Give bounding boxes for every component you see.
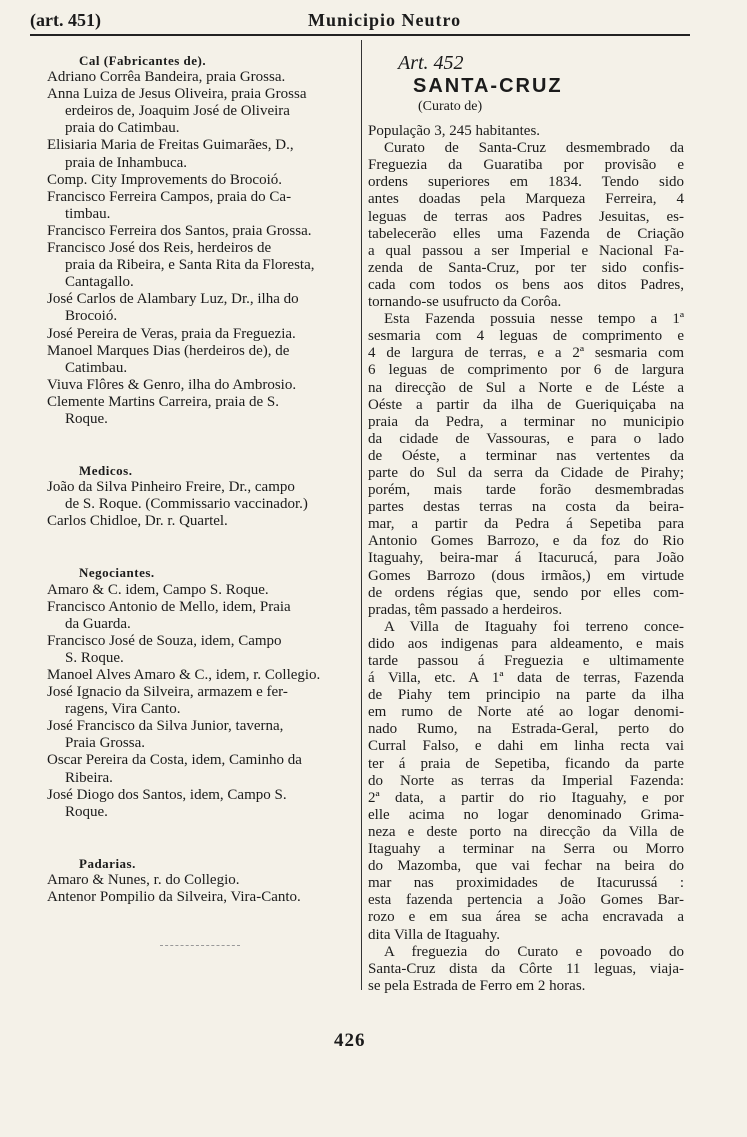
directory-line: José Francisco da Silva Junior, taverna, [47,718,284,735]
directory-line: José Diogo dos Santos, idem, Campo S. [47,786,287,803]
spacer [47,428,360,445]
section-heading: Cal (Fabricantes de). [79,53,207,68]
directory-line: Adriano Corrêa Bandeira, praia Grossa. [47,69,286,86]
body-line: cada com todos os bens aos ditos Padres, [368,276,684,293]
body-line: elle acima no logar denominado Grima- [368,806,684,823]
directory-line: Anna Luiza de Jesus Oliveira, praia Grossa [47,86,307,103]
directory-line: Carlos Chidloe, Dr. r. Quartel. [47,513,228,530]
body-line: Freguezia da Guaratiba por provisão e [368,157,684,174]
body-line: A Villa de Itaguahy foi terreno conce- [384,618,684,635]
body-line: ter á praia de Sepetiba, ficando da parte [368,755,684,772]
column-divider [361,40,362,990]
directory-line: Amaro & Nunes, r. do Collegio. [47,871,240,888]
body-line: Antonio Gomes Barrozo, e da foz do Rio [368,533,684,550]
article-body [368,123,684,995]
body-line: sesmaria com 4 leguas de comprimento e [368,328,684,345]
directory-line: ragens, Vira Canto. [65,701,181,718]
section-heading: Negociantes. [79,565,155,581]
body-line: Curato de Santa-Cruz desmembrado da [384,140,684,157]
body-line: Esta Fazenda possuia nesse tempo a 1ª [384,311,684,328]
page-number: 426 [334,1030,366,1051]
body-line: a qual passou a ser Imperial e Nacional Fa- [368,242,684,259]
directory-line: Francisco José de Souza, idem, Campo [47,632,282,649]
body-line: dita Villa de Itaguahy. [368,926,500,943]
directory-line: praia de Inhambuca. [65,154,188,171]
directory-line: José Pereira de Veras, praia da Freguezia. [47,325,296,342]
directory-line: José Carlos de Alambary Luz, Dr., ilha do [47,291,299,308]
body-line: A freguezia do Curato e povoado do [384,943,684,960]
directory-line: Francisco Ferreira Campos, praia do Ca- [47,188,292,205]
right-column [368,52,684,995]
body-line: 6 leguas de comprimento por 6 de largura [368,362,684,379]
directory-line: Oscar Pereira da Costa, idem, Caminho da [47,752,302,769]
directory-line: Roque. [65,803,108,820]
directory-line: Francisco Antonio de Mello, idem, Praia [47,598,291,615]
directory-line: João da Silva Pinheiro Freire, Dr., campo [47,479,295,496]
directory-line: de S. Roque. (Commissario vaccinador.) [65,496,308,513]
body-line: pradas, têm passado a herdeiros. [368,601,563,618]
directory-line: Francisco José dos Reis, herdeiros de [47,240,272,257]
spacer [47,530,360,547]
directory-line: Cantagallo. [65,274,134,291]
body-line: dido aos indigenas para aldeamento, e mais [368,635,684,652]
body-line: partes destas terras na costa da beira- [368,499,684,516]
body-line: tornando-se usufructo da Corôa. [368,294,562,311]
body-line: á Villa, etc. A 1ª data de terras, Fazenda [368,670,684,687]
running-title: Municipio Neutro [308,10,462,30]
spacer [47,547,360,564]
directory-line: timbau. [65,205,111,222]
directory-line: Manoel Alves Amaro & C., idem, r. Collegio. [47,667,321,683]
directory-line: Manoel Marques Dias (herdeiros de), de [47,342,290,359]
body-line: da cidade de Vassouras, e para o lado [368,430,684,447]
directory-line: Elisiaria Maria de Freitas Guimarães, D., [47,137,294,154]
body-line: tarde passou á Freguezia e ultimamente [368,653,684,669]
body-line: esta fazenda pertencia a João Gomes Bar- [368,892,684,909]
section-heading: Padarias. [79,855,136,871]
body-line: ordens superiores em 1834. Tendo sido [368,174,684,191]
directory-line: Clemente Martins Carreira, praia de S. [47,393,280,410]
body-line: em rumo de Norte até ao logar denomi- [368,704,684,721]
article-number: Art. 452 [398,52,464,74]
directory-line: Francisco Ferreira dos Santos, praia Grossa. [47,222,312,239]
spacer [47,838,360,855]
directory-line: da Guarda. [65,615,131,632]
body-line: nado Rumo, na Estrada-Geral, perto do [368,721,684,738]
body-line: Oéste a partir da ilha de Gueriquiçaba na [368,396,684,413]
body-line: do Mazomba, que vai fechar na beira do [368,858,684,875]
header-rule [30,34,690,36]
body-line: antes doadas pela Marqueza Ferreira, 4 [368,191,684,208]
directory-line: Amaro & C. idem, Campo S. Roque. [47,581,269,598]
directory-line: José Ignacio da Silveira, armazem e fer- [47,684,288,701]
body-line: de Piahy tem principio na parte da ilha [368,687,684,704]
body-line: Gomes Barrozo (dous irmãos,) em virtude [368,567,684,584]
article-ref: (art. 451) [30,10,101,30]
left-column [47,52,360,906]
body-line: do Norte as terras da Imperial Fazenda: [368,772,684,789]
body-line: Santa-Cruz dista da Côrte 11 leguas, viaja- [368,960,684,977]
directory-line: Brocoió. [65,308,118,325]
directory-line: praia da Ribeira, e Santa Rita da Floresta, [65,257,315,274]
directory-line: Praia Grossa. [65,735,145,752]
body-line: Itaguahy a terminar na Serra ou Morro [368,841,684,858]
directory-line: S. Roque. [65,649,124,666]
body-line: mar nas proximidades de Itacurussá : [368,875,684,892]
directory-line: Viuva Flôres & Genro, ilha do Ambrosio. [47,376,297,393]
separator [160,945,240,946]
body-line: na direcção de Sul a Norte e de Léste a [368,379,684,396]
spacer [47,445,360,462]
directory-line: Comp. City Improvements do Brocoió. [47,171,282,188]
body-line: de Oéste, a terminar nas vertentes da [368,447,684,464]
directory-line: praia do Catimbau. [65,120,180,137]
body-line: 4 de largura de terras, e a 2ª sesmaria com [368,345,684,362]
body-line: leguas de terras aos Padres Jesuitas, es- [368,208,684,225]
spacer [47,821,360,838]
section-heading: Medicos. [79,463,133,479]
body-line: se pela Estrada de Ferro em 2 horas. [368,977,586,994]
directory-line: erdeiros de, Joaquim José de Oliveira [65,103,290,120]
body-line: rozo e em sua área se acha encravada a [368,909,684,926]
body-line: tabelecerão elles uma Fazenda de Criação [368,225,684,242]
body-line: zenda de Santa-Cruz, por ter sido confis- [368,259,684,276]
body-line: Curral Falso, e dahi em linha recta vai [368,738,684,755]
page-header [30,8,690,34]
body-line: Itaguahy, beira-mar á Itacurucá, para João [368,550,684,567]
article-subtitle: (Curato de) [418,99,483,114]
body-line: porém, mais tarde forão desmembradas [368,482,684,499]
article-title: SANTA-CRUZ [413,75,563,97]
directory-line: Roque. [65,410,108,427]
directory-line: Antenor Pompilio da Silveira, Vira-Canto. [47,889,301,906]
directory-line: Ribeira. [65,769,113,786]
body-line: População 3, 245 habitantes. [368,123,541,140]
directory-line: Catimbau. [65,359,128,376]
body-line: neza e deste porto na direcção da Villa de [368,823,684,840]
body-line: 2ª data, a partir do rio Itaguahy, e por [368,789,684,806]
body-line: de ordens régias que, sendo por elles com- [368,584,684,601]
body-line: praia da Pedra, a terminar no municipio [368,413,684,430]
body-line: parte do Sul da serra da Cidade de Pirahy; [368,464,684,481]
body-line: mar, a partir da Pedra á Sepetiba para [368,516,684,533]
